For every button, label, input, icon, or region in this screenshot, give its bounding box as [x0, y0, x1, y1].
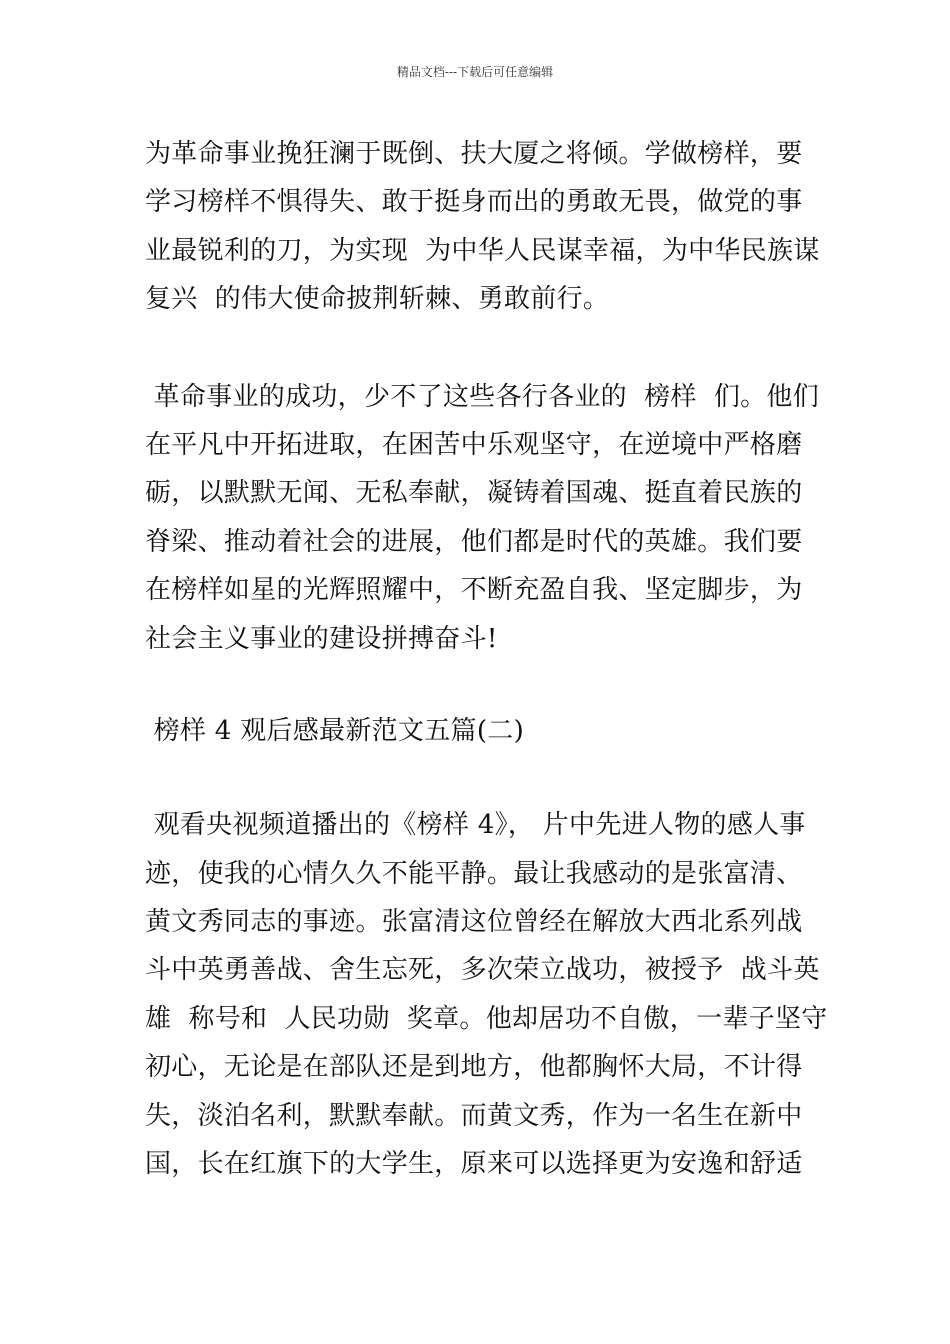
text-line: 复兴 的伟大使命披荆斩棘、勇敢前行。: [145, 284, 610, 315]
document-body: [145, 130, 828, 1188]
text-line: 黄文秀同志的事迹。张富清这位曾经在解放大西北系列战: [145, 907, 803, 938]
text-line: 脊梁、推动着社会的进展，他们都是时代的英雄。我们要: [145, 526, 803, 557]
section-heading: [145, 707, 813, 755]
page-header: 精品文档---下载后可任意编辑: [396, 65, 554, 79]
text-line: 学习榜样不惧得失、敢于挺身而出的勇敢无畏，做党的事: [145, 187, 803, 218]
text-line: 在榜样如星的光辉照耀中，不断充盈自我、坚定脚步，为: [145, 575, 803, 606]
paragraph-spacer: [145, 663, 813, 707]
paragraph: [145, 130, 820, 324]
text-line: 革命事业的成功，少不了这些各行各业的 榜样 们。他们: [145, 381, 820, 412]
paragraph: [145, 801, 828, 1188]
text-line: 观看央视频道播出的《榜样 4》， 片中先进人物的感人事: [145, 810, 806, 841]
text-line: 迹，使我的心情久久不能平静。最让我感动的是张富清、: [145, 858, 803, 889]
text-line: 业最锐利的刀，为实现 为中华人民谋幸福，为中华民族谋: [145, 235, 820, 266]
text-line: 雄 称号和 人民功勋 奖章。他却居功不自傲，一辈子坚守: [145, 1003, 828, 1034]
paragraph-spacer: [145, 324, 813, 373]
text-line: 失，淡泊名利，默默奉献。而黄文秀，作为一名生在新中: [145, 1100, 803, 1131]
paragraph: [145, 373, 820, 663]
text-line: 为革命事业挽狂澜于既倒、扶大厦之将倾。学做榜样，要: [145, 139, 803, 169]
heading-line: 榜样 4 观后感最新范文五篇(二): [145, 715, 525, 746]
text-line: 国，长在红旗下的大学生，原来可以选择更为安逸和舒适: [145, 1149, 803, 1180]
text-line: 初心，无论是在部队还是到地方，他都胸怀大局，不计得: [145, 1052, 803, 1083]
text-line: 砺，以默默无闻、无私奉献，凝铸着国魂、挺直着民族的: [145, 478, 803, 509]
text-line: 斗中英勇善战、舍生忘死，多次荣立战功，被授予 战斗英: [145, 955, 820, 986]
paragraph-spacer: [145, 755, 813, 801]
text-line: 在平凡中开拓进取，在困苦中乐观坚守，在逆境中严格磨: [145, 429, 803, 460]
text-line: 社会主义事业的建设拼搏奋斗!: [145, 623, 498, 654]
